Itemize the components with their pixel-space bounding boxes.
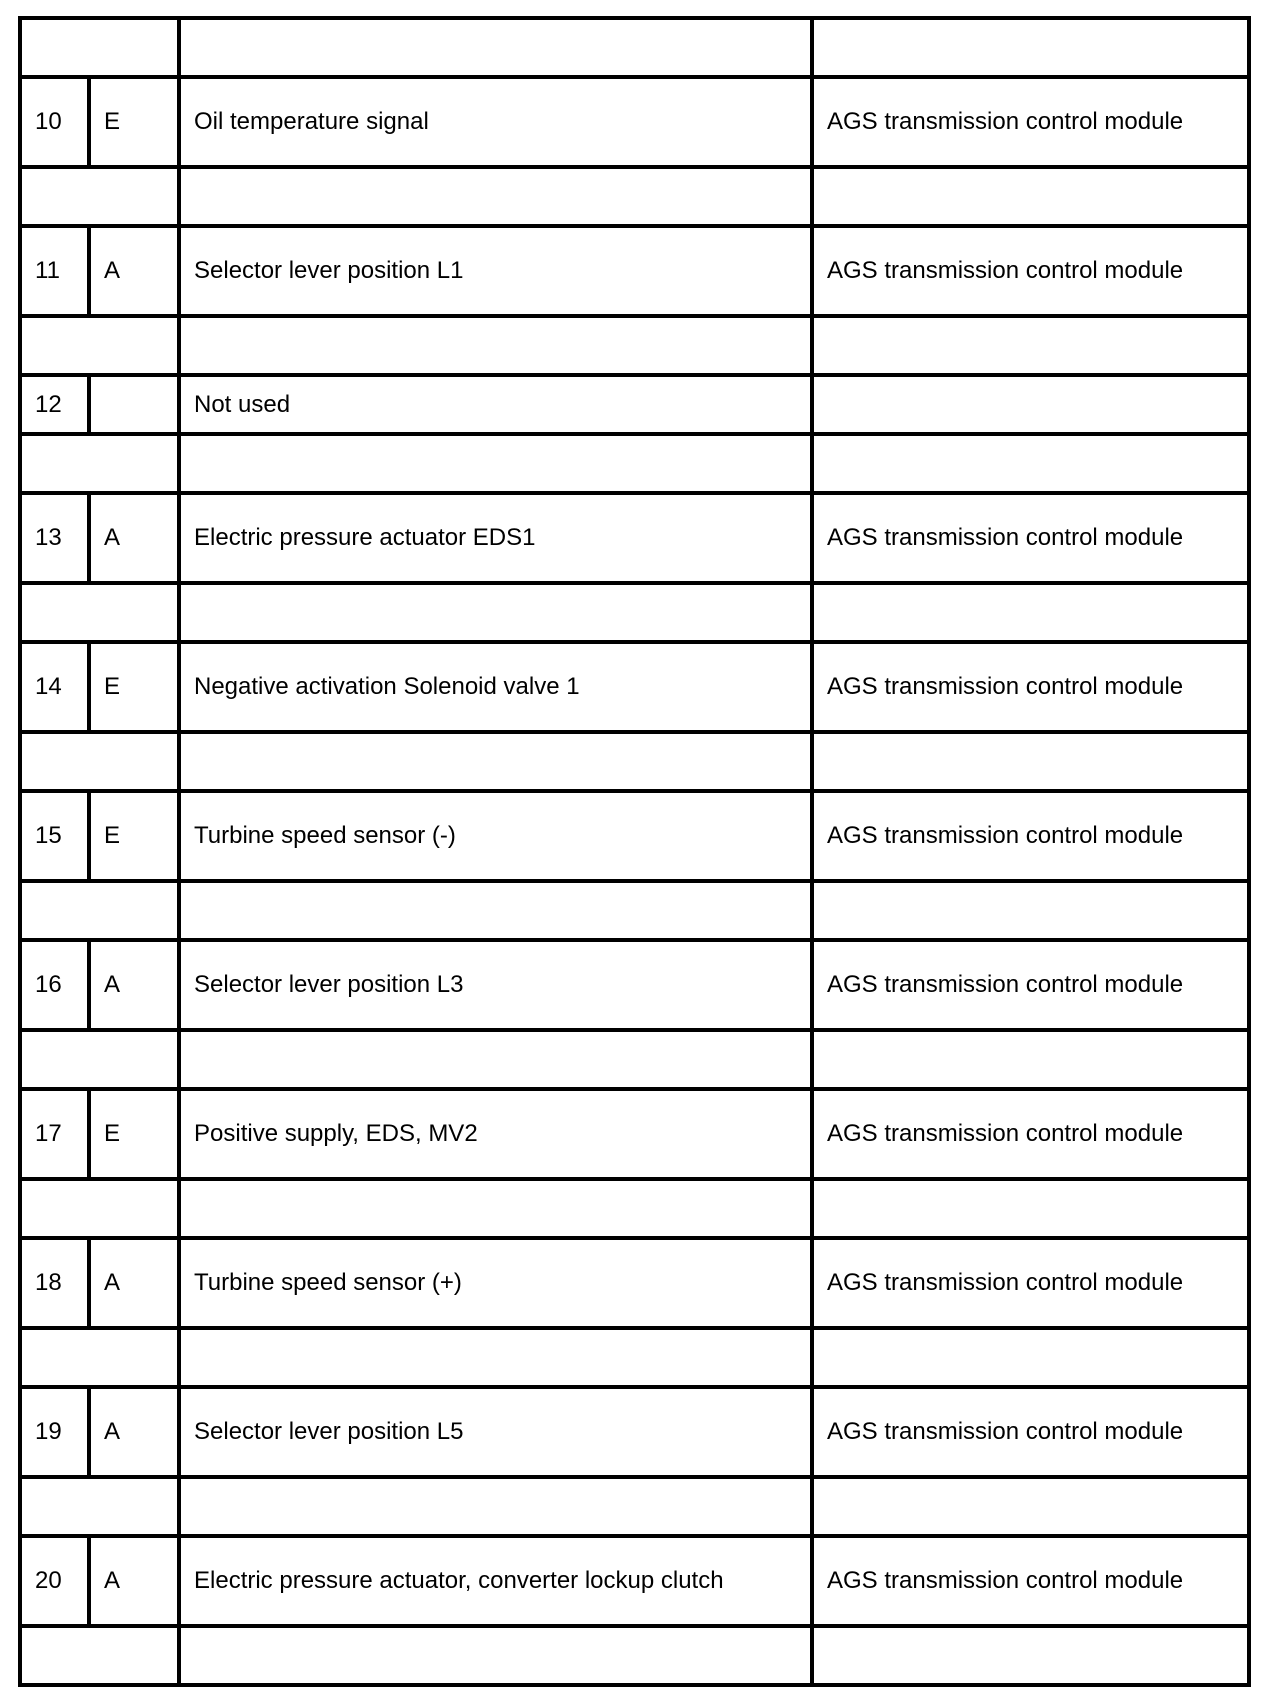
empty-cell (20, 881, 179, 940)
connected-module: AGS transmission control module (812, 642, 1249, 732)
empty-cell (812, 1030, 1249, 1089)
pinout-table (18, 16, 1251, 1687)
connected-module: AGS transmission control module (812, 1387, 1249, 1477)
connected-module: AGS transmission control module (812, 493, 1249, 583)
empty-cell (20, 167, 179, 226)
table-row (20, 226, 1249, 316)
spacer-row (20, 167, 1249, 226)
spacer-row (20, 881, 1249, 940)
spacer-row (20, 1477, 1249, 1536)
empty-cell (179, 732, 812, 791)
table-row (20, 642, 1249, 732)
empty-cell (812, 881, 1249, 940)
pin-description: Negative activation Solenoid valve 1 (179, 642, 812, 732)
connected-module: AGS transmission control module (812, 1536, 1249, 1626)
connected-module: AGS transmission control module (812, 940, 1249, 1030)
signal-type: E (89, 77, 179, 167)
spacer-row (20, 434, 1249, 493)
spacer-row (20, 18, 1249, 77)
pin-number: 17 (20, 1089, 89, 1179)
pin-description: Turbine speed sensor (-) (179, 791, 812, 881)
pin-number: 14 (20, 642, 89, 732)
pin-description: Positive supply, EDS, MV2 (179, 1089, 812, 1179)
empty-cell (179, 1626, 812, 1685)
spacer-row (20, 732, 1249, 791)
signal-type: E (89, 642, 179, 732)
pin-number: 16 (20, 940, 89, 1030)
signal-type: E (89, 1089, 179, 1179)
empty-cell (812, 1477, 1249, 1536)
table-row (20, 940, 1249, 1030)
connected-module: AGS transmission control module (812, 1089, 1249, 1179)
signal-type: A (89, 940, 179, 1030)
pin-description: Turbine speed sensor (+) (179, 1238, 812, 1328)
empty-cell (20, 316, 179, 375)
spacer-row (20, 1626, 1249, 1685)
empty-cell (812, 1328, 1249, 1387)
pin-description: Selector lever position L1 (179, 226, 812, 316)
table-row (20, 493, 1249, 583)
empty-cell (20, 583, 179, 642)
connected-module: AGS transmission control module (812, 77, 1249, 167)
table-row (20, 1387, 1249, 1477)
connected-module: AGS transmission control module (812, 226, 1249, 316)
connected-module: AGS transmission control module (812, 1238, 1249, 1328)
table-row (20, 791, 1249, 881)
empty-cell (20, 434, 179, 493)
table-row (20, 1536, 1249, 1626)
pin-number: 12 (20, 375, 89, 434)
empty-cell (812, 1626, 1249, 1685)
pin-number: 11 (20, 226, 89, 316)
empty-cell (20, 18, 179, 77)
empty-cell (20, 1179, 179, 1238)
connected-module: AGS transmission control module (812, 791, 1249, 881)
empty-cell (179, 1328, 812, 1387)
pin-description: Selector lever position L5 (179, 1387, 812, 1477)
empty-cell (179, 1477, 812, 1536)
spacer-row (20, 1030, 1249, 1089)
pin-number: 19 (20, 1387, 89, 1477)
empty-cell (812, 18, 1249, 77)
spacer-row (20, 1328, 1249, 1387)
table-row (20, 1238, 1249, 1328)
signal-type: A (89, 1536, 179, 1626)
empty-cell (179, 583, 812, 642)
spacer-row (20, 583, 1249, 642)
signal-type: E (89, 791, 179, 881)
pin-description: Electric pressure actuator EDS1 (179, 493, 812, 583)
pin-number: 13 (20, 493, 89, 583)
empty-cell (20, 1626, 179, 1685)
empty-cell (20, 732, 179, 791)
empty-cell (179, 18, 812, 77)
pin-number: 15 (20, 791, 89, 881)
empty-cell (812, 167, 1249, 226)
connected-module (812, 375, 1249, 434)
empty-cell (812, 1179, 1249, 1238)
spacer-row (20, 316, 1249, 375)
spacer-row (20, 1179, 1249, 1238)
pin-description: Electric pressure actuator, converter lockup clutch (179, 1536, 812, 1626)
pin-number: 20 (20, 1536, 89, 1626)
empty-cell (812, 434, 1249, 493)
pin-description: Oil temperature signal (179, 77, 812, 167)
signal-type: A (89, 1238, 179, 1328)
table-row (20, 77, 1249, 167)
signal-type: A (89, 1387, 179, 1477)
empty-cell (812, 583, 1249, 642)
empty-cell (179, 167, 812, 226)
signal-type (89, 375, 179, 434)
empty-cell (179, 1030, 812, 1089)
empty-cell (20, 1030, 179, 1089)
signal-type: A (89, 226, 179, 316)
empty-cell (20, 1328, 179, 1387)
empty-cell (179, 316, 812, 375)
pin-description: Selector lever position L3 (179, 940, 812, 1030)
empty-cell (179, 1179, 812, 1238)
pin-description: Not used (179, 375, 812, 434)
table-row (20, 375, 1249, 434)
empty-cell (179, 881, 812, 940)
empty-cell (812, 316, 1249, 375)
signal-type: A (89, 493, 179, 583)
pinout-table-body (20, 18, 1249, 1685)
empty-cell (179, 434, 812, 493)
pin-number: 18 (20, 1238, 89, 1328)
empty-cell (812, 732, 1249, 791)
empty-cell (20, 1477, 179, 1536)
table-row (20, 1089, 1249, 1179)
pin-number: 10 (20, 77, 89, 167)
